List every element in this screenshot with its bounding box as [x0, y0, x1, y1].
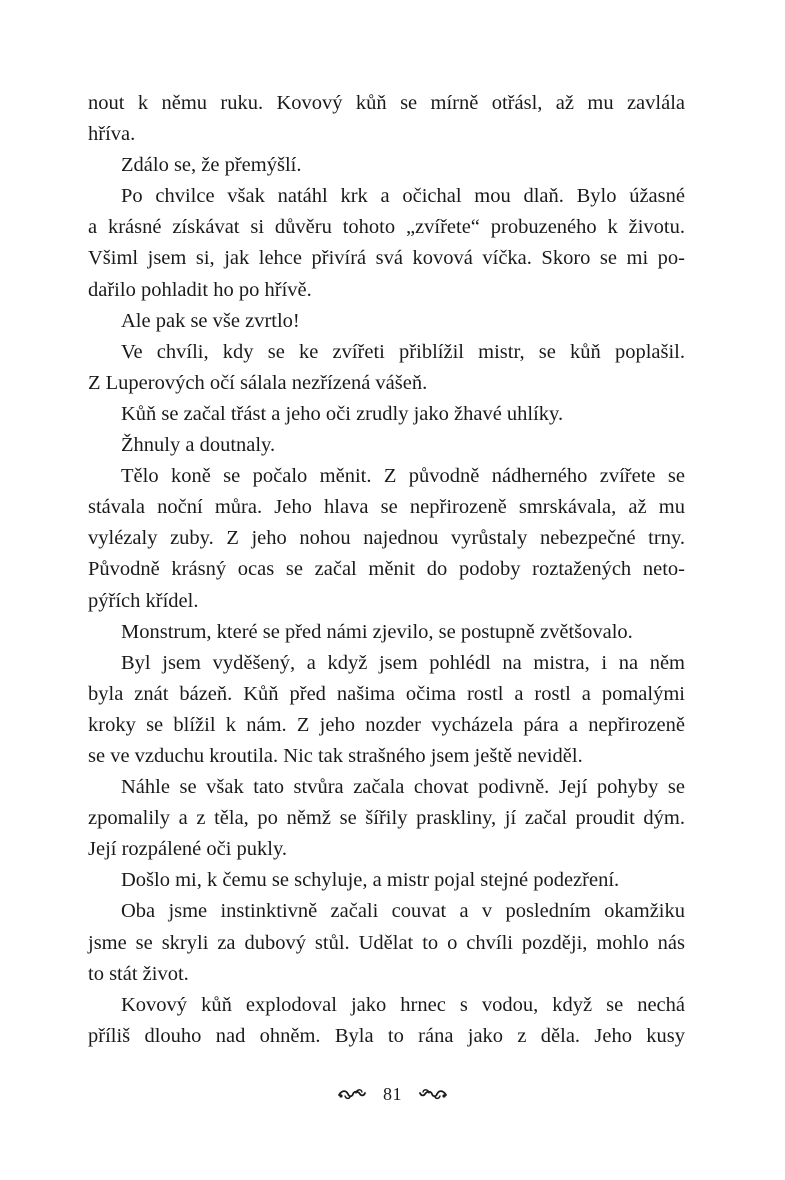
text-line: Byl jsem vyděšený, a když jsem pohlédl na mistra, i na něm [121, 651, 685, 674]
text-line: Po chvilce však natáhl krk a očichal mou dlaň. Bylo úžasné [121, 185, 685, 208]
page-number: 81 [383, 1084, 402, 1104]
text-line: Kovový kůň explodoval jako hrnec s vodou, když se nechá [121, 993, 685, 1016]
text-line: Původně krásný ocas se začal měnit do podoby roztažených neto- [88, 558, 685, 581]
text-line: to stát život. [88, 962, 189, 985]
text-line: Náhle se však tato stvůra začala chovat podivně. Její pohyby se [121, 776, 685, 799]
text-line: a krásné získávat si důvěru tohoto „zvířete“ probuzeného k životu. [88, 216, 685, 239]
text-line: Ve chvíli, kdy se ke zvířeti přiblížil mistr, se kůň poplašil. [121, 340, 685, 363]
text-line: se ve vzduchu kroutila. Nic tak strašného jsem ještě neviděl. [88, 744, 583, 767]
text-line: Zdálo se, že přemýšlí. [121, 154, 302, 177]
text-line: kroky se blížil k nám. Z jeho nozder vycházela pára a nepřirozeně [88, 713, 685, 736]
text-line: pýřích křídel. [88, 589, 199, 612]
text-line: jsme se skryli za dubový stůl. Udělat to o chvíli později, mohlo nás [88, 931, 685, 954]
floral-ornament-icon [337, 1087, 367, 1101]
body-text [88, 88, 685, 1052]
text-line: Kůň se začal třást a jeho oči zrudly jako žhavé uhlíky. [121, 402, 564, 425]
text-line: dařilo pohladit ho po hřívě. [88, 278, 312, 301]
text-line: nout k němu ruku. Kovový kůň se mírně otřásl, až mu zavlála [88, 92, 685, 114]
text-line: Oba jsme instinktivně začali couvat a v posledním okamžiku [121, 900, 685, 923]
text-line: Její rozpálené oči pukly. [88, 838, 288, 861]
text-line: Ale pak se vše zvrtlo! [121, 309, 300, 332]
text-line: vylézaly zuby. Z jeho nohou najednou vyrůstaly nebezpečné trny. [88, 527, 685, 550]
text-line: zpomalily a z těla, po němž se šířily praskliny, jí začal proudit dým. [88, 807, 685, 830]
text-line: stávala noční můra. Jeho hlava se nepřirozeně smrskávala, až mu [88, 496, 685, 519]
text-line: Všiml jsem si, jak lehce přivírá svá kovová víčka. Skoro se mi po- [88, 247, 685, 270]
page-footer [0, 1079, 785, 1109]
text-line: Tělo koně se počalo měnit. Z původně nádherného zvířete se [121, 465, 685, 488]
text-line: Došlo mi, k čemu se schyluje, a mistr pojal stejné podezření. [121, 869, 620, 892]
text-line: Z Luperových očí sálala nezřízená vášeň. [88, 371, 428, 394]
floral-ornament-icon [418, 1087, 448, 1101]
text-line: Monstrum, které se před námi zjevilo, se postupně zvětšovalo. [121, 620, 633, 643]
text-line: hříva. [88, 123, 136, 146]
text-line: Žhnuly a doutnaly. [121, 434, 276, 457]
text-line: byla znát bázeň. Kůň před našima očima rostl a rostl a pomalými [88, 682, 685, 705]
text-line: příliš dlouho nad ohněm. Byla to rána jako z děla. Jeho kusy [88, 1024, 685, 1047]
